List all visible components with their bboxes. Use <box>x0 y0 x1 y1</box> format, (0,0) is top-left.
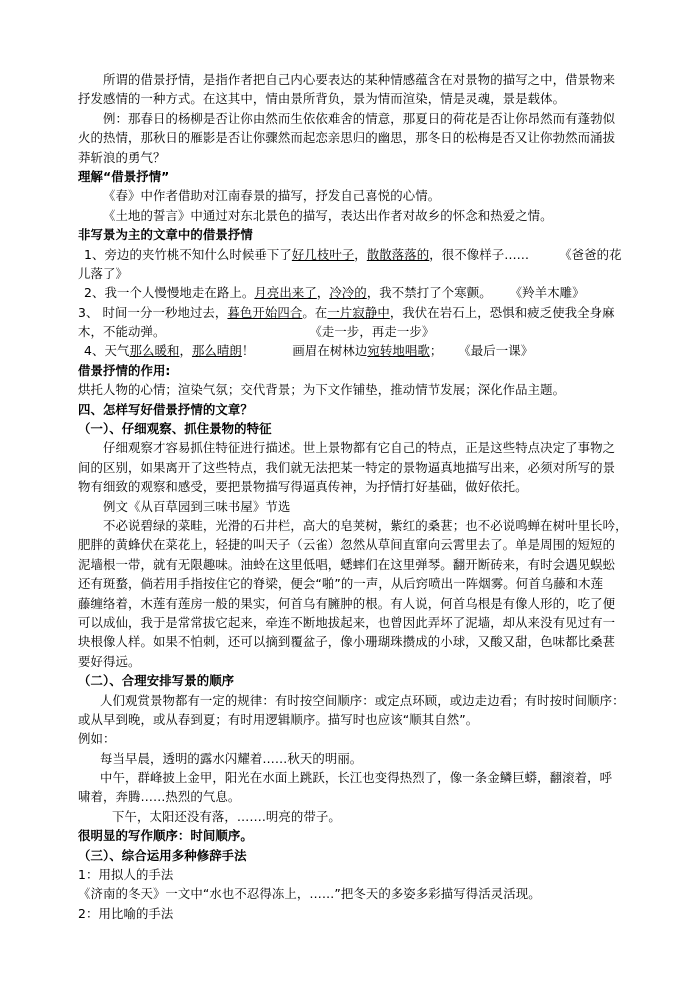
underlined-phrase: 那么晴朗 <box>191 343 242 359</box>
non-scenery-heading: 非写景为主的文章中的借景抒情 <box>78 227 253 243</box>
example-paragraph-line: 莽斩浪的勇气？ <box>78 149 166 165</box>
body-line: 《济南的冬天》一文中“水也不忍得冻上，……”把冬天的多姿多彩描写得活灵活现。 <box>78 886 541 902</box>
effects-heading: 借景抒情的作用: <box>78 362 171 378</box>
example-text: 木，不能动弹。 <box>78 324 166 340</box>
excerpt-line: 肥胖的黄蜂伏在菜花上，轻捷的叫天子（云雀）忽然从草间直窜向云霄里去了。单是周围的短短的 <box>78 537 616 553</box>
body-line: 或从早到晚，或从春到夏；有时用逻辑顺序。描写时也应该“顺其自然”。 <box>78 711 479 727</box>
understand-line: 《土地的誓言》中通过对东北景色的描写，表达出作者对故乡的怀念和热爱之情。 <box>103 207 553 223</box>
body-line: 人们观赏景物都有一定的规律：有时按空间顺序：或定点环顾，或边走边看；有时按时间顺序： <box>100 692 625 708</box>
excerpt-line: 要好得远。 <box>78 653 141 669</box>
example-text: 2、我一个人慢慢地走在路上。 <box>84 285 255 301</box>
document-page <box>78 70 628 923</box>
example-text: ， <box>316 285 330 301</box>
example-line: 中午，群峰披上金甲，阳光在水面上跳跃，长江也变得热烈了，像一条金鳞巨蟒，翻滚着，呼 <box>100 770 613 786</box>
example-text: 1、旁边的夹竹桃不知什么时候垂下了 <box>84 246 292 262</box>
understand-line: 《春》中作者借助对江南春景的描写，抒发自己喜悦的心情。 <box>103 188 441 204</box>
excerpt-line: 泥墙根一带，就有无限趣味。油蛉在这里低唱，蟋蟀们在这里弹琴。翻开断砖来，有时会遇见蜈蚣 <box>78 556 616 572</box>
order-conclusion: 很明显的写作顺序：时间顺序。 <box>78 828 253 844</box>
intro-paragraph-line: 所谓的借景抒情，是指作者把自己内心要表达的某种情感蕴含在对景物的描写之中，借景物来 <box>103 72 616 87</box>
underlined-phrase: 那么暖和 <box>129 343 180 359</box>
section-4-heading: 四、怎样写好借景抒情的文章？ <box>78 401 253 417</box>
example-text: ， <box>179 343 192 359</box>
example-text: ，我伏在岩石上，恐惧和疲乏使我全身麻 <box>389 304 615 320</box>
body-line: 间的区别，如果离开了这些特点，我们就无法把某一特定的景物逼真地描写出来，必须对所写的景 <box>78 459 616 475</box>
example-text: 。在 <box>302 304 328 320</box>
body-line: 1：用拟人的手法 <box>78 867 174 883</box>
underlined-phrase: 好几枝叶子 <box>291 246 355 262</box>
underlined-phrase: 宛转地唱歌 <box>367 343 430 359</box>
subsection-3-heading: （三）、综合运用多种修辞手法 <box>78 847 247 863</box>
body-line: 物有细致的观察和感受，要把景物描写得逼真传神，为抒情打好基础，做好依托。 <box>78 479 528 495</box>
example-item-1-cont: 儿落了》 <box>78 265 128 281</box>
example-item-4 <box>78 341 618 360</box>
body-line: 2：用比喻的手法 <box>78 905 174 921</box>
underlined-phrase: 月亮出来了 <box>254 285 317 301</box>
excerpt-line: 可以成仙，我于是常常拔它起来，牵连不断地拔起来，也曾因此弄坏了泥墙，却从来没有见过有一 <box>78 614 616 630</box>
example-line: 下午，太阳还没有落，…….明亮的带子。 <box>112 808 341 824</box>
example-item-2 <box>78 283 618 302</box>
subsection-1-heading: （一）、仔细观察、抓住景物的特征 <box>78 421 272 437</box>
example-text: 3、 时间一分一秒地过去， <box>78 304 228 320</box>
source-title: 《走一步，再走一步》 <box>309 324 435 340</box>
underlined-phrase: 散散落落的 <box>366 246 430 262</box>
example-text: ！ <box>241 343 255 359</box>
underlined-phrase: 冷冷的 <box>329 285 367 301</box>
example-item-3-cont <box>78 322 618 341</box>
excerpt-line: 不必说碧绿的菜畦，光滑的石井栏，高大的皂荚树，紫红的桑葚；也不必说鸣蝉在树叶里长吟， <box>103 517 628 533</box>
source-title: 《爸爸的花 <box>559 246 622 262</box>
source-title: 《羚羊木雕》 <box>509 285 585 301</box>
source-title: 《最后一课》 <box>458 343 534 359</box>
excerpt-line: 还有斑蝥，倘若用手指按住它的脊梁，便会“啪”的一声，从后窍喷出一阵烟雾。何首乌藤和木莲 <box>78 576 604 592</box>
example-text: ， <box>354 246 367 262</box>
body-line: 仔细观察才容易抓住特征进行描述。世上景物都有它自己的特点，正是这些特点决定了事物之 <box>103 440 616 456</box>
body-line: 例如： <box>78 731 116 747</box>
example-paragraph-line: 火的热情，那秋日的雁影是否让你骤然而起恋亲思归的幽思，那冬日的松梅是否又让你勃然而涌拔 <box>78 130 616 146</box>
excerpt-title: 例文《从百草园到三味书屋》节选 <box>103 498 291 514</box>
excerpt-line: 块根像人样。如果不怕刺，还可以摘到覆盆子，像小珊瑚珠攒成的小球，又酸又甜，色味都比桑葚 <box>78 634 616 650</box>
example-text: ，很不像样子…… <box>429 246 530 262</box>
intro-paragraph-line: 抒发感情的一种方式。在这其中，情由景所背负，景为情而渲染，情是灵魂，景是载体。 <box>78 91 566 107</box>
example-line: 每当早晨，透明的露水闪耀着……秋天的明丽。 <box>100 750 363 766</box>
underlined-phrase: 暮色开始四合 <box>227 304 303 320</box>
example-item-3 <box>78 303 618 322</box>
underlined-phrase: 一片寂静中 <box>327 304 390 320</box>
subsection-2-heading: （二）、合理安排写景的顺序 <box>78 673 235 689</box>
example-item-1 <box>78 245 622 264</box>
example-paragraph-line: 例：那春日的杨柳是否让你由然而生依依难舍的情意，那夏日的荷花是否让你昂然而有蓬勃似 <box>103 110 616 126</box>
effects-text: 烘托人物的心情；渲染气氛；交代背景；为下文作铺垫，推动情节发展；深化作品主题。 <box>78 382 566 398</box>
understand-heading: 理解“借景抒情” <box>78 168 170 184</box>
example-text: ； <box>429 343 443 359</box>
example-line: 啸着，奔腾……热烈的气息。 <box>78 789 241 805</box>
excerpt-line: 藤缠络着，木莲有莲房一般的果实，何首乌有臃肿的根。有人说，何首乌根是有像人形的，吃了便 <box>78 595 616 611</box>
example-text: ，我不禁打了个寒颤。 <box>366 285 492 301</box>
example-text: 4、天气 <box>84 343 130 359</box>
example-text: 画眉在树林边 <box>292 343 368 359</box>
